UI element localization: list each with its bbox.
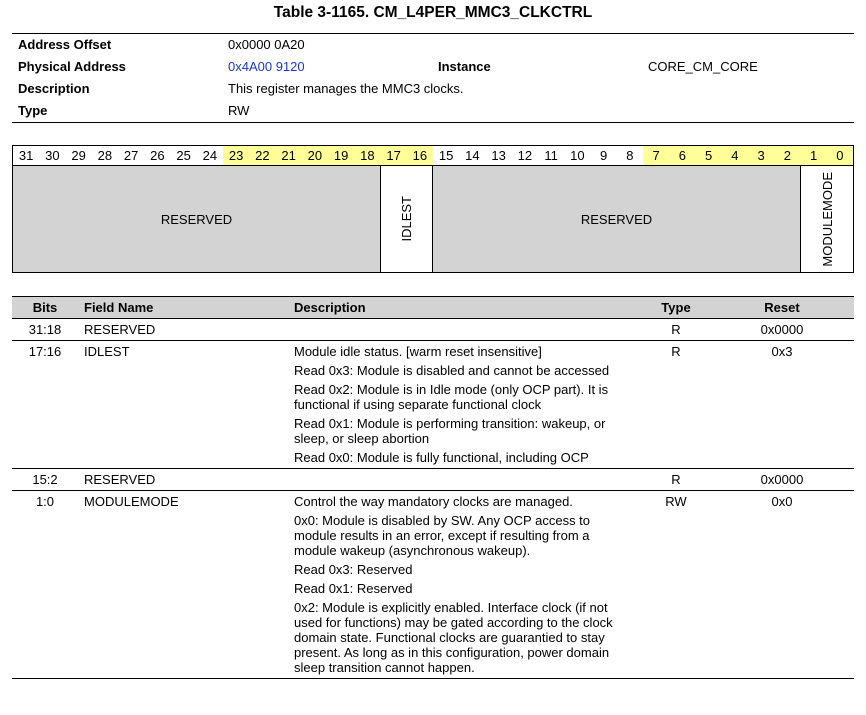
row-type: R: [671, 322, 681, 337]
description-label: Description: [18, 81, 90, 96]
table-row: [12, 469, 854, 491]
bit-number: 30: [45, 148, 60, 163]
instance-label: Instance: [438, 59, 491, 74]
bit-number: 25: [176, 148, 191, 163]
row-bits: 17:16: [28, 344, 62, 359]
row-reset: 0x0000: [760, 322, 804, 337]
bit-number: 18: [354, 146, 380, 165]
header-description: Description: [294, 300, 366, 315]
bit-number: 10: [570, 148, 585, 163]
bit-number: 14: [465, 148, 480, 163]
description-paragraph: Read 0x3: Module is disabled and cannot be accessed: [294, 363, 610, 378]
description-paragraph: Read 0x0: Module is fully functional, including OCP: [294, 450, 589, 465]
description-paragraph: Read 0x1: Module is performing transition: wakeup, or sleep, or sleep abortion: [294, 416, 606, 446]
header-reset: Reset: [764, 300, 800, 315]
info-row-type: [12, 100, 854, 122]
bit-number-row: [12, 145, 854, 166]
bit-number: 7: [643, 146, 669, 165]
table-row: [12, 319, 854, 341]
field-description-table: [12, 296, 854, 679]
description-value: This register manages the MMC3 clocks.: [228, 81, 464, 96]
bitfield-idlest-label: IDLEST: [399, 196, 414, 242]
table-title: Table 3-1165. CM_L4PER_MMC3_CLKCTRL: [273, 4, 593, 21]
address-offset-value: 0x0000 0A20: [228, 37, 305, 52]
row-field-name: MODULEMODE: [84, 494, 179, 509]
description-paragraph: Read 0x1: Reserved: [294, 581, 413, 596]
bit-field-row: [12, 166, 854, 273]
row-type: RW: [665, 494, 687, 509]
description-paragraph: 0x2: Module is explicitly enabled. Interface clock (if not used for functions) may be gated according to the clock domain state. Functional clocks are guarantied to stay present. As long as in this configuration, power domain sleep transition cannot happen.: [294, 600, 613, 675]
table-row: [12, 491, 854, 678]
row-description: [294, 341, 634, 465]
info-row-description: [12, 78, 854, 100]
row-field-name: RESERVED: [84, 472, 156, 487]
row-type: R: [671, 472, 681, 487]
description-paragraph: Module idle status. [warm reset insensitive]: [294, 344, 542, 359]
bit-number: 12: [517, 148, 533, 163]
bit-number: 0: [827, 146, 853, 165]
description-paragraph: 0x0: Module is disabled by SW. Any OCP access to module results in an error, except if resulting from a module wakeup (asynchronous wakeup).: [294, 513, 591, 558]
bit-number: 15: [438, 148, 454, 163]
info-row-physical-address: [12, 56, 854, 78]
bit-number: 21: [276, 146, 302, 165]
bit-number: 6: [669, 146, 695, 165]
row-reset: 0x0000: [760, 472, 804, 487]
row-bits: 31:18: [28, 322, 62, 337]
bitfield-reserved-low-label: RESERVED: [580, 211, 653, 227]
field-table-header: [12, 297, 854, 319]
row-field-name: IDLEST: [84, 344, 130, 359]
bitfield-idlest: [381, 166, 433, 272]
bit-number: 1: [801, 146, 827, 165]
bit-number: 24: [202, 148, 218, 163]
bit-number: 17: [381, 146, 407, 165]
physical-address-link[interactable]: 0x4A00 9120: [228, 59, 305, 74]
row-bits: 15:2: [32, 472, 58, 487]
header-type: Type: [661, 300, 691, 315]
bitfield-modulemode: [801, 166, 853, 272]
description-paragraph: Read 0x3: Reserved: [294, 562, 413, 577]
row-reset: 0x3: [771, 344, 793, 359]
bit-number: 2: [774, 146, 800, 165]
bit-number: 31: [18, 148, 34, 163]
bit-number: 16: [407, 146, 433, 165]
instance-value: CORE_CM_CORE: [648, 59, 758, 74]
info-row-address-offset: [12, 34, 854, 56]
bit-number: 11: [544, 148, 558, 163]
bit-number: 5: [696, 146, 722, 165]
description-paragraph: Read 0x2: Module is in Idle mode (only OCP part). It is functional if using separate functional clock: [294, 382, 609, 412]
description-paragraph: Control the way mandatory clocks are managed.: [294, 494, 573, 509]
bit-number: 29: [71, 148, 86, 163]
bitfield-reserved-high-label: RESERVED: [160, 211, 233, 227]
bit-number: 8: [626, 148, 634, 163]
bitfield-modulemode-label: MODULEMODE: [819, 171, 835, 267]
bit-number: 22: [249, 146, 275, 165]
bit-number: 4: [722, 146, 748, 165]
type-value: RW: [228, 103, 250, 118]
bit-number: 20: [302, 146, 328, 165]
bitfield-reserved-high: [13, 166, 381, 272]
bit-diagram: [12, 145, 854, 273]
bit-number: 9: [600, 148, 608, 163]
bit-number: 26: [150, 148, 165, 163]
row-field-name: RESERVED: [84, 322, 156, 337]
row-reset: 0x0: [771, 494, 793, 509]
bitfield-reserved-low: [433, 166, 801, 272]
header-field-name: Field Name: [84, 300, 154, 315]
row-bits: 1:0: [35, 494, 55, 509]
bit-number: 28: [97, 148, 113, 163]
table-row: [12, 341, 854, 469]
row-description: [294, 491, 634, 675]
physical-address-label: Physical Address: [18, 59, 126, 74]
type-label: Type: [18, 103, 48, 118]
header-bits: Bits: [32, 300, 58, 315]
bit-number: 19: [328, 146, 354, 165]
field-table-body: [12, 319, 854, 678]
register-info-table: [12, 33, 854, 123]
address-offset-label: Address Offset: [18, 37, 112, 52]
bit-number: 13: [491, 148, 506, 163]
row-type: R: [671, 344, 681, 359]
bit-number: 23: [223, 146, 249, 165]
bit-number: 27: [123, 148, 139, 163]
bit-number: 3: [748, 146, 774, 165]
